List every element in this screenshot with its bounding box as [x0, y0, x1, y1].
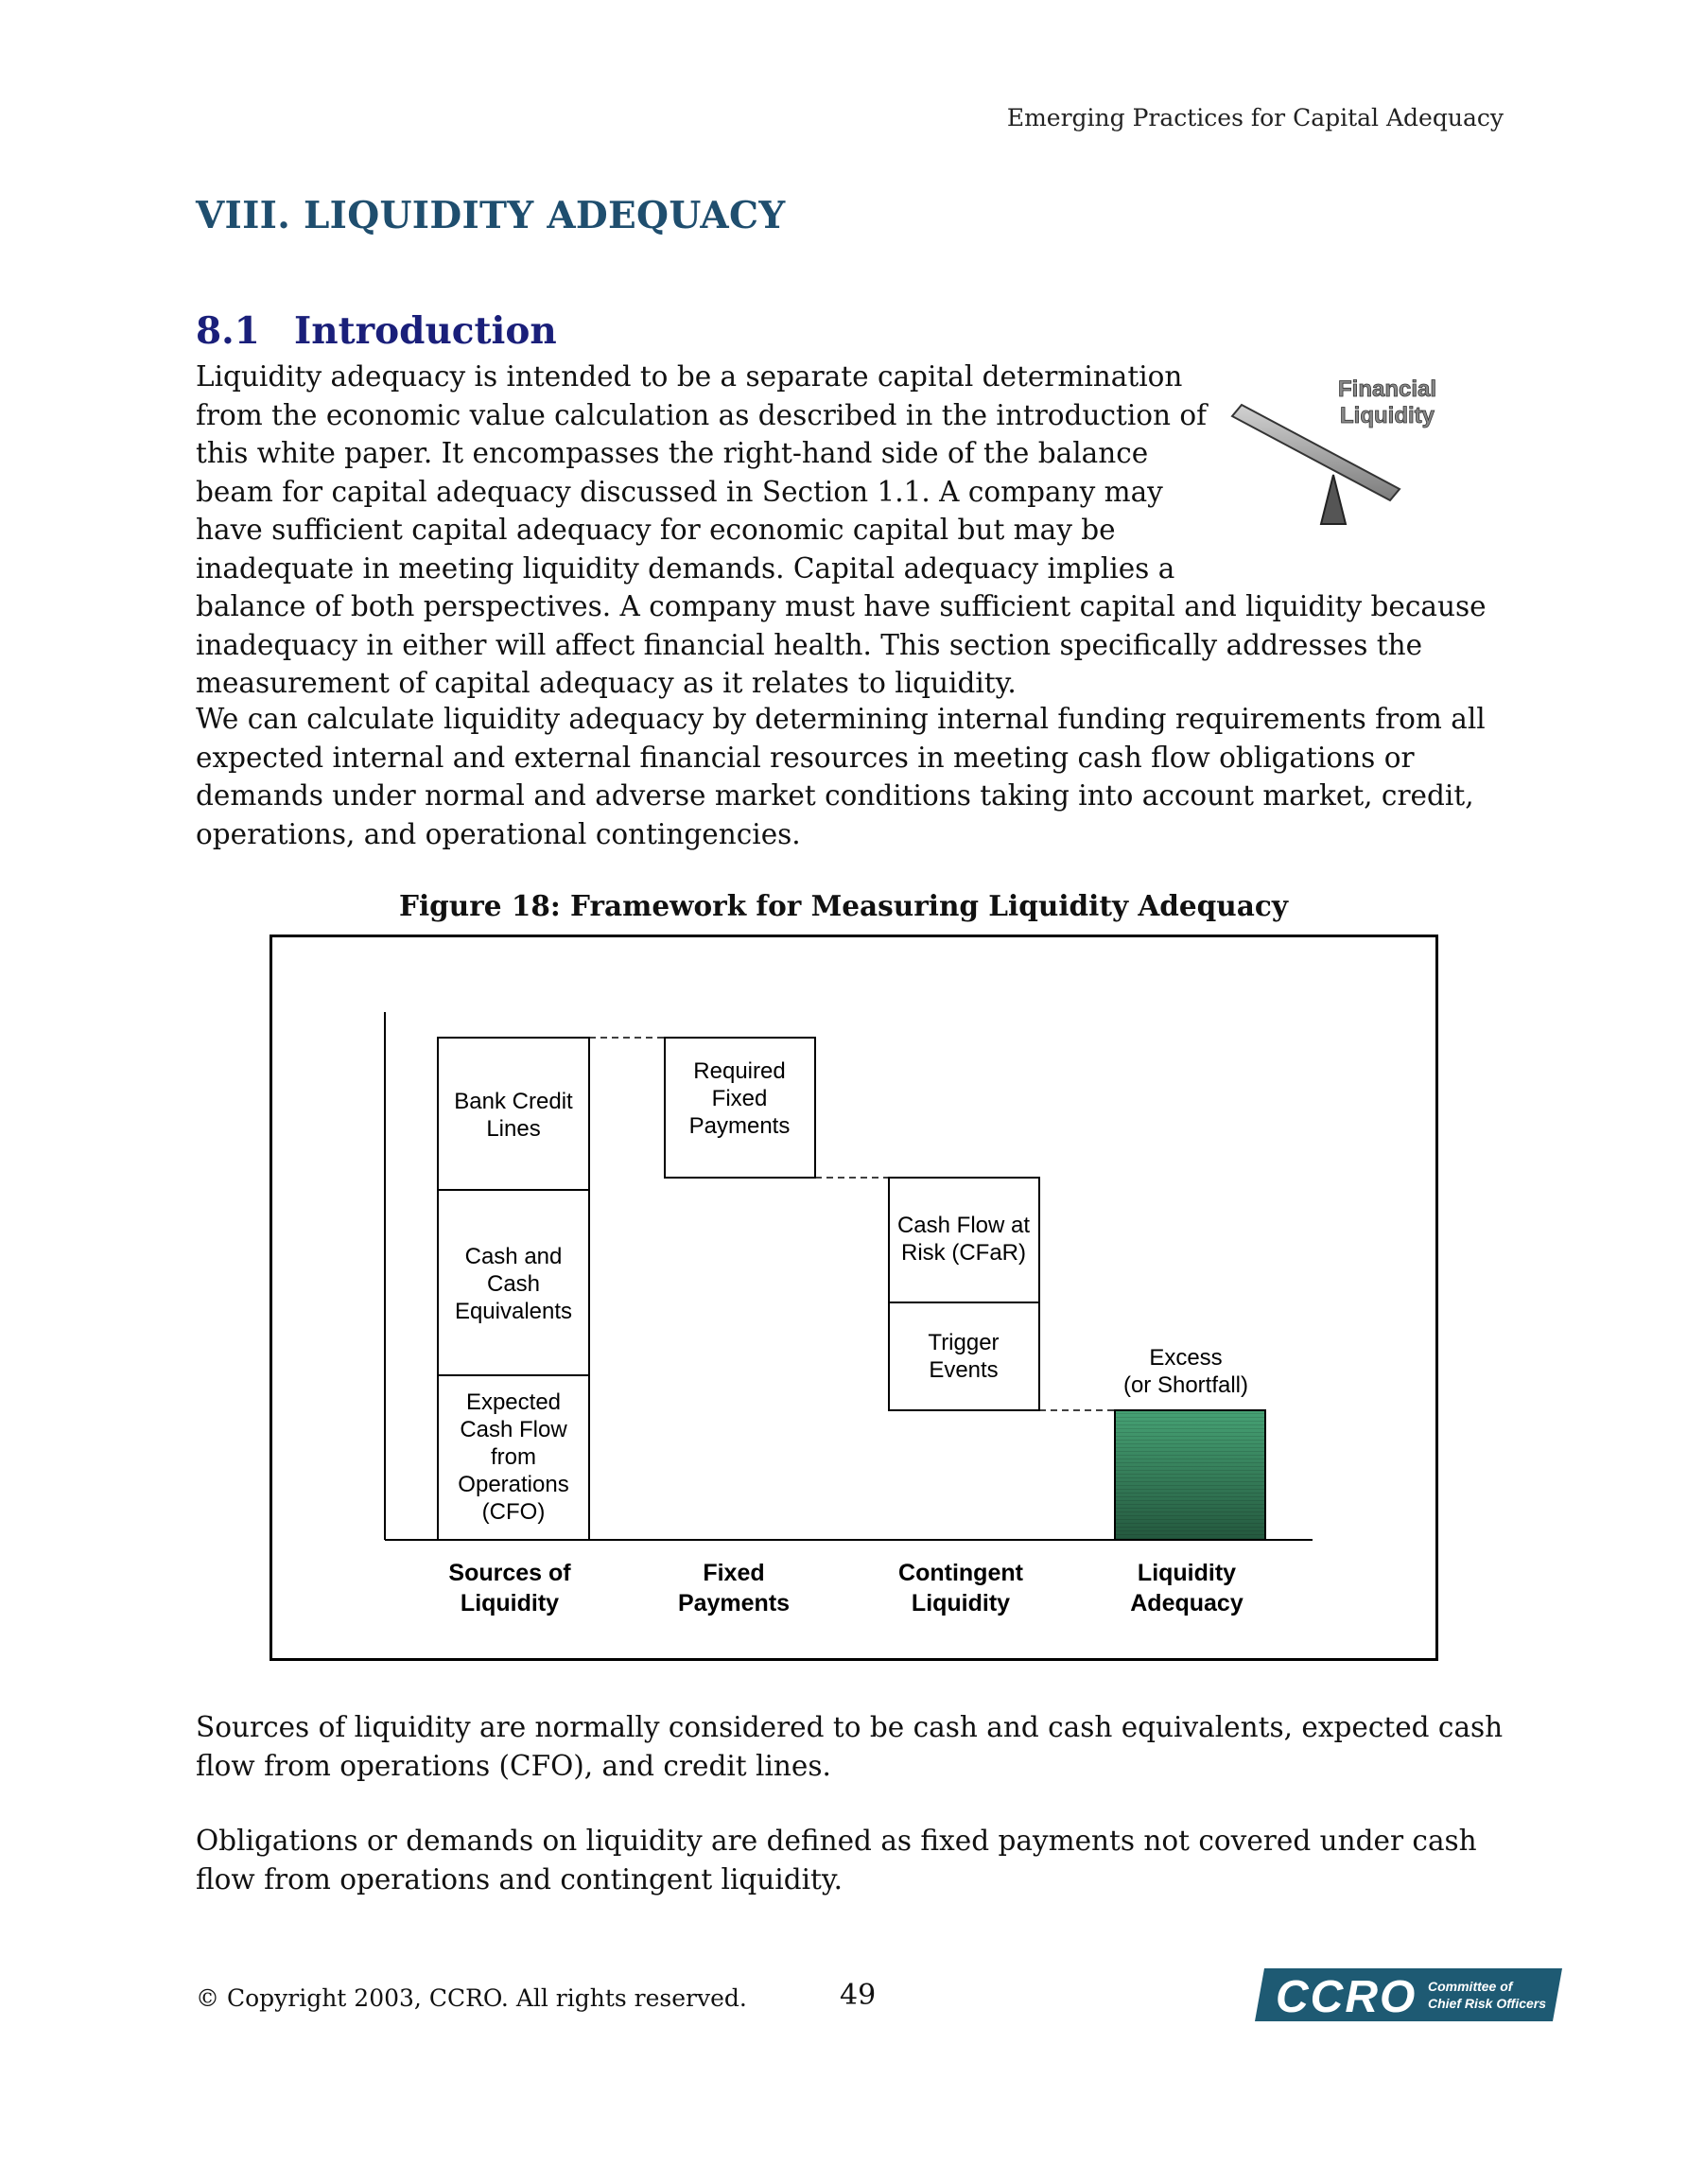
intro-paragraph: [196, 358, 1539, 703]
section-heading: [196, 309, 557, 353]
label-cfo-4: Operations: [458, 1472, 569, 1497]
label-fixed-2: Fixed: [711, 1086, 768, 1111]
logo-subtitle-2: Chief Risk Officers: [1428, 1996, 1547, 2011]
label-cfo-2: Cash Flow: [460, 1417, 567, 1442]
balance-beam-icon: [1226, 352, 1539, 555]
section-title: Introduction: [294, 309, 557, 353]
fulcrum-icon: [1321, 475, 1346, 524]
label-cash-3: Equivalents: [454, 1299, 573, 1324]
balance-beam-graphic: [1226, 352, 1539, 555]
figure-frame: [270, 935, 1438, 1661]
label-cash-1: Cash and: [464, 1244, 563, 1269]
logo-wordmark: CCRO: [1276, 1972, 1417, 2022]
label-cfo-1: Expected: [465, 1389, 562, 1415]
label-cfo-5: (CFO): [481, 1499, 546, 1525]
ccro-logo: [1255, 1966, 1562, 2023]
box-trigger-events: [889, 1302, 1039, 1410]
icon-label-financial: Financial: [1337, 376, 1437, 402]
label-fixed-1: Required: [693, 1058, 786, 1084]
label-bank-credit-2: Lines: [486, 1116, 541, 1142]
label-excess-2: (or Shortfall): [1122, 1372, 1249, 1398]
label-cash-2: Cash: [486, 1271, 541, 1297]
footer-copyright: © Copyright 2003, CCRO. All rights reserved.: [196, 1984, 747, 2012]
logo-subtitle-1: Committee of: [1428, 1979, 1513, 1994]
label-trigger-1: Trigger: [928, 1330, 1000, 1355]
paragraph-calculation: We can calculate liquidity adequacy by determining internal funding requirements from all expected internal and external financial resources in meeting cash flow obligations or demands under normal and adverse market conditions taking into account market, credit, operations, and operational contingencies.: [196, 703, 1486, 850]
category-contingent-1: Contingent: [898, 1560, 1023, 1586]
category-sources-1: Sources of: [448, 1560, 571, 1586]
page-number: 49: [840, 1979, 877, 2012]
section-number: 8.1: [196, 309, 260, 353]
category-fixed-1: Fixed: [703, 1560, 765, 1586]
paragraph-obligations: Obligations or demands on liquidity are defined as fixed payments not covered under cash flow from operations and contingent liquidity.: [196, 1825, 1477, 1896]
figure-title: Figure 18: Framework for Measuring Liquidity Adequacy: [399, 889, 1288, 922]
paragraph-sources: Sources of liquidity are normally considered to be cash and cash equivalents, expected cash flow from operations (CFO), and credit lines.: [196, 1711, 1504, 1782]
label-cfar-2: Risk (CFaR): [901, 1240, 1026, 1266]
category-adequacy-1: Liquidity: [1137, 1560, 1237, 1586]
label-fixed-3: Payments: [688, 1113, 791, 1139]
category-fixed-2: Payments: [677, 1590, 791, 1616]
intro-paragraph-text: Liquidity adequacy is intended to be a separate capital determination from the economic value calculation as described in the introduction of this white paper. It encompasses the right-hand side of the balance beam for capital adequacy discussed in Section 1.1. A company may have sufficient capital adequacy for economic capital but may be inadequate in meeting liquidity demands. Capital adequacy implies a balance of both perspectives. A company must have sufficient capital and liquidity because inadequacy in either will affect financial health. This section specifically addresses the measurement of capital adequacy as it relates to liquidity.: [196, 360, 1487, 699]
liquidity-framework-diagram: [272, 937, 1441, 1664]
label-bank-credit-1: Bank Credit: [454, 1089, 573, 1114]
category-sources-2: Liquidity: [460, 1590, 560, 1616]
label-cfar-1: Cash Flow at: [896, 1213, 1031, 1238]
category-adequacy-2: Adequacy: [1130, 1590, 1244, 1616]
category-contingent-2: Liquidity: [911, 1590, 1011, 1616]
running-header: Emerging Practices for Capital Adequacy: [1006, 104, 1504, 131]
chapter-title: VIII. LIQUIDITY ADEQUACY: [196, 194, 786, 237]
icon-label-liquidity: Liquidity: [1340, 403, 1435, 428]
label-excess-1: Excess: [1149, 1345, 1223, 1371]
label-cfo-3: from: [491, 1444, 536, 1470]
box-excess-shading: [1116, 1411, 1264, 1539]
label-trigger-2: Events: [929, 1357, 999, 1383]
